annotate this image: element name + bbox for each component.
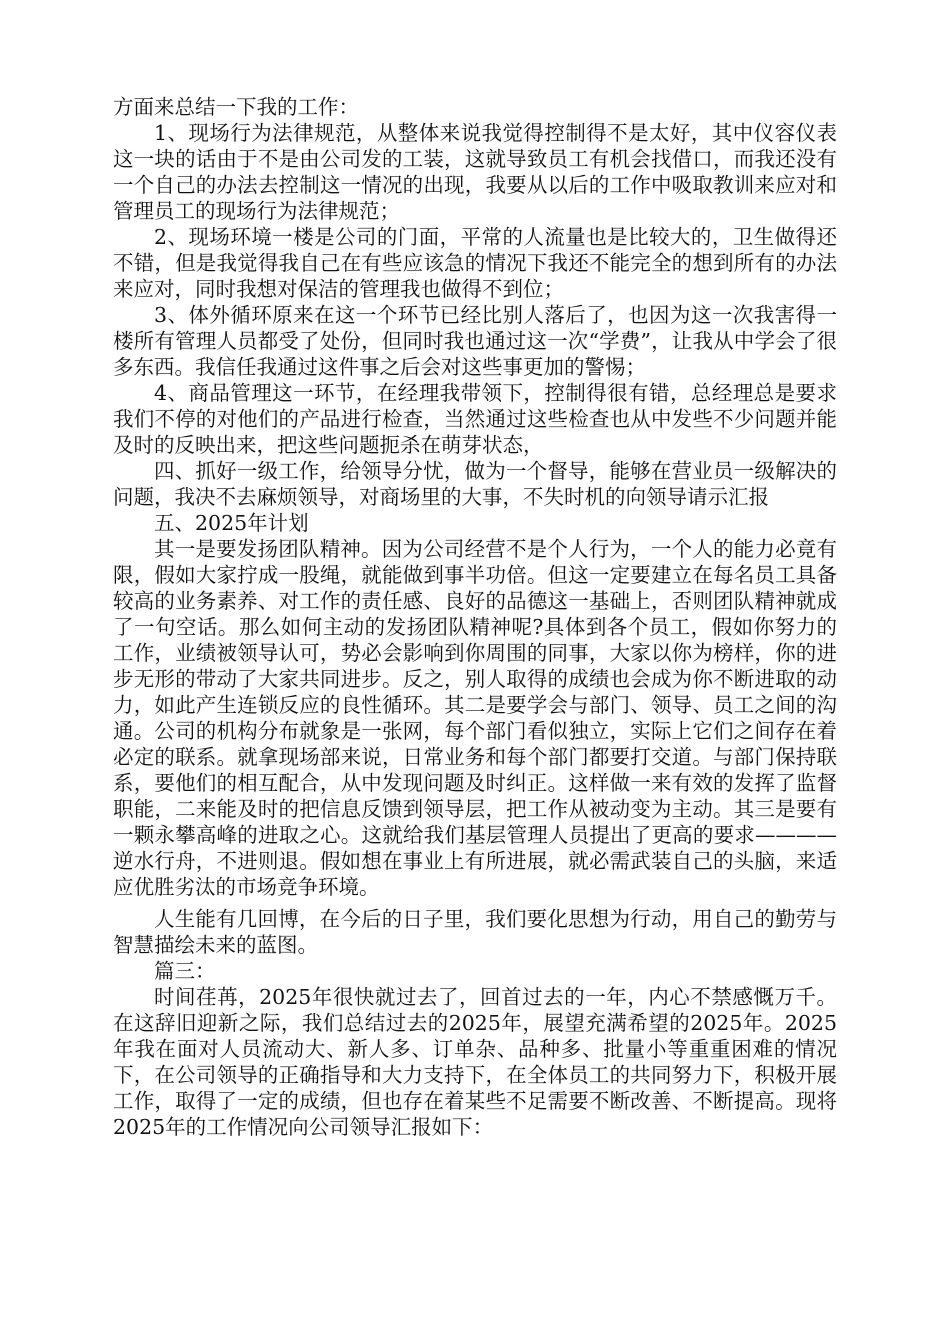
paragraph-item-1: 1、现场行为法律规范，从整体来说我觉得控制得不是太好，其中仪容仪表这一块的话由于不是由公司发的工装，这就导致员工有机会找借口，而我还没有一个自己的办法去控制这一情况的出现，我要从以后的工作中吸取教训来应对和管理员工的现场行为法律规范； (113, 121, 837, 223)
paragraph-item-3: 3、体外循环原来在这一个环节已经比别人落后了，也因为这一次我害得一楼所有管理人员都受了处份，但同时我也通过这一次“学费”，让我从中学会了很多东西。我信任我通过这件事之后会对这些事更加的警惕； (113, 303, 837, 379)
section-heading-2025-plan: 五、2025年计划 (154, 511, 309, 535)
paragraph-plan-body: 其一是要发扬团队精神。因为公司经营不是个人行为，一个人的能力必竟有限，假如大家拧成一股绳，就能做到事半功倍。但这一定要建立在每名员工具备较高的业务素养、对工作的责任感、良好的品德这一基础上，否则团队精神就成了一句空话。那么如何主动的发扬团队精神呢?具体到各个员工，假如你努力的工作，业绩被领导认可，势必会影响到你周围的同事，大家以你为榜样，你的进步无形的带动了大家共同进步。反之，别人取得的成绩也会成为你不断进取的动力，如此产生连锁反应的良性循环。其二是要学会与部门、领导、员工之间的沟通。公司的机构分布就象是一张网，每个部门看似独立，实际上它们之间存在着必定的联系。就拿现场部来说，日常业务和每个部门都要打交道。与部门保持联系，要他们的相互配合，从中发现问题及时纠正。这样做一来有效的发挥了监督职能，二来能及时的把信息反馈到领导层，把工作从被动变为主动。其三是要有一颗永攀高峰的进取之心。这就给我们基层管理人员提出了更高的要求————逆水行舟，不进则退。假如想在事业上有所进展，就必需武装自己的头脑，来适应优胜劣汰的市场竞争环境。 (113, 537, 837, 899)
paragraph-intro: 方面来总结一下我的工作： (113, 95, 359, 119)
paragraph-item-4: 4、商品管理这一环节，在经理我带领下，控制得很有错，总经理总是要求我们不停的对他们的产品进行检查，当然通过这些检查也从中发些不少问题并能及时的反映出来，把这些问题扼杀在萌芽状态， (113, 381, 837, 457)
section-heading-part-3: 篇三： (154, 959, 216, 983)
paragraph-item-2: 2、现场环境一楼是公司的门面，平常的人流量也是比较大的，卫生做得还不错，但是我觉得我自己在有些应该急的情况下我还不能完全的想到所有的办法来应对，同时我想对保洁的管理我也做得不到位； (113, 225, 837, 301)
document-body (113, 94, 837, 1140)
paragraph-closing: 人生能有几回博，在今后的日子里，我们要化思想为行动，用自己的勤劳与智慧描绘未来的蓝图。 (113, 907, 837, 957)
paragraph-part-3-body: 时间荏苒，2025年很快就过去了，回首过去的一年，内心不禁感慨万千。在这辞旧迎新之际，我们总结过去的2025年，展望充满希望的2025年。2025年我在面对人员流动大、新人多、订单杂、品种多、批量小等重重困难的情况下，在公司领导的正确指导和大力支持下，在全体员工的共同努力下，积极开展工作，取得了一定的成绩，但也存在着某些不足需要不断改善、不断提高。现将2025年的工作情况向公司领导汇报如下： (113, 985, 837, 1139)
paragraph-section-4: 四、抓好一级工作，给领导分忧，做为一个督导，能够在营业员一级解决的问题，我决不去麻烦领导，对商场里的大事，不失时机的向领导请示汇报 (113, 459, 837, 509)
